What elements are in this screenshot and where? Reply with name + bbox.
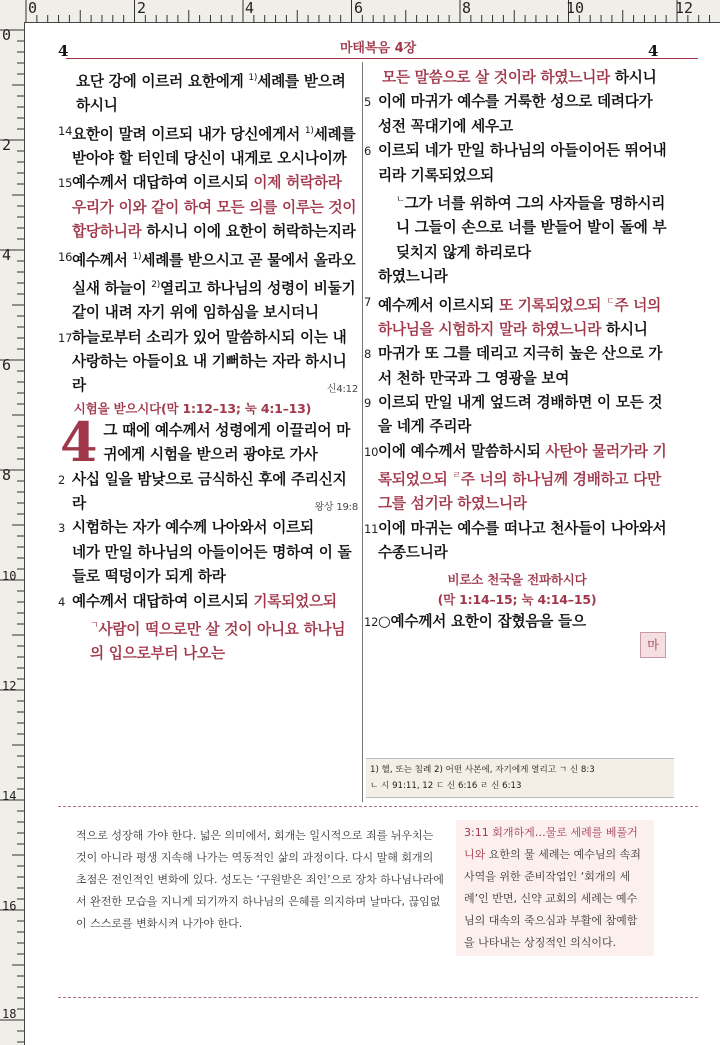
verse-text: 요한이 말려 이르되 내가 당신에게서	[72, 125, 305, 143]
study-note-heading: 3:11 회개하게…물로 세례를 베풀거니와	[464, 826, 638, 861]
verse-text: 하시니	[610, 69, 657, 86]
verse-number: 10	[364, 444, 379, 459]
verse-number: 6	[364, 144, 372, 159]
study-note-body: 요한의 물 세례는 예수님의 속죄 사역을 위한 준비작업인 ‘회개의 세례’인 반면, 신약 교회의 세례는 예수님의 대속의 죽으심과 부활에 참예함을 나타내는 상징적인 의식이다.	[464, 848, 641, 949]
verse-16	[58, 245, 358, 326]
verse-number: 4	[58, 594, 66, 609]
verse-6	[364, 139, 670, 289]
reference-marker[interactable]: ㄴ	[396, 195, 405, 206]
verse-text: 요단 강에 이르러 요한에게	[76, 72, 249, 90]
verse-9	[364, 391, 670, 440]
words-of-jesus: 기록되었으되	[253, 592, 337, 610]
ruler-number: 16	[2, 899, 17, 913]
ruler-number: 8	[462, 0, 472, 17]
commentary-text: 적으로 성장해 가야 한다. 넓은 의미에서, 회개는 일시적으로 죄를 뉘우치는 것이 아니라 평생 지속해 나가는 역동적인 삶의 과정이다. 다시 말해 회개의 초점은 전인적인 변화에 있다. 성도는 ‘구원받은 죄인’으로 장차 하나님나라에서 완전한 모습을 지니게 되기까지 하나님의 은혜를 의지하며 날마다, 끊임없이 스스로를 변화시켜 나가야 한다.	[76, 829, 444, 930]
ruler-number: 12	[675, 0, 694, 17]
ruler-number: 10	[566, 0, 585, 17]
verse-7	[364, 290, 670, 343]
verse-text: 그가 너를 위하여 그의 사자들을 명하시리니 그들이 손으로 너를 받들어 발이 돌에 부딪치지 않게 하리로다	[396, 194, 667, 261]
ruler-number: 18	[2, 1007, 17, 1021]
verse-text: 예수께서	[72, 251, 133, 269]
verse-10	[364, 440, 670, 517]
verse-text: 하시니 이에 요한이 허락하는지라	[141, 223, 356, 241]
ruler-number: 0	[28, 0, 38, 17]
divider	[58, 997, 698, 998]
chapter-number: 4	[60, 409, 98, 474]
verse-2	[58, 468, 358, 517]
verse-number: 2	[58, 472, 66, 487]
verse-text: ○예수께서 요한이 잡혔음을 들으	[378, 612, 586, 630]
ruler-number: 2	[137, 0, 147, 17]
bible-page	[36, 30, 720, 1045]
verse-text: 이에 예수께서 말씀하시되	[378, 442, 546, 460]
section-reference: (막 1:14–15; 눅 4:14–15)	[437, 591, 597, 607]
header-rule	[66, 58, 698, 59]
verse-text: 시험하는 자가 예수께 나아와서 이르되 네가 만일 하나님의 아들이어든 명하여 이 돌들로 떡덩이가 되게 하라	[72, 519, 352, 586]
page-number-left: 4	[58, 42, 69, 60]
verse-text: 마귀가 또 그를 데리고 지극히 높은 산으로 가서 천하 만국과 그 영광을 보여	[378, 345, 663, 387]
ruler-number: 0	[2, 26, 12, 44]
ruler-number: 4	[2, 246, 12, 264]
verse-number: 8	[364, 347, 372, 362]
ruler-left	[0, 22, 25, 1045]
section-heading: 비로소 천국을 전파하시다	[447, 571, 587, 587]
verse-text: 이르되 만일 내게 엎드려 경배하면 이 모든 것을 네게 주리라	[378, 394, 663, 436]
ruler-number: 2	[2, 136, 12, 154]
cross-reference[interactable]: 신4:12	[326, 384, 358, 396]
verse-number: 15	[58, 176, 73, 191]
verse-number: 5	[364, 95, 372, 110]
verse-text: 세례를 받으려 하시니	[76, 72, 346, 115]
words-of-jesus: 이제 허락하라 우리가 이와 같이 하여 모든 의를 이루는 것이 합당하니라	[72, 174, 357, 241]
verse-4-continued	[364, 66, 670, 90]
verse-1	[58, 409, 358, 474]
page-title: 마태복음 4장	[339, 41, 417, 56]
verse-text: 이르되 네가 만일 하나님의 아들이어든 뛰어내리라 기록되었으되	[378, 142, 667, 184]
words-of-jesus: 또 기록되었으되	[498, 296, 606, 314]
footnote-marker[interactable]: 2)	[151, 279, 161, 290]
footnote-line: ㄴ 시 91:11, 12 ㄷ 신 6:16 ㄹ 신 6:13	[370, 781, 522, 791]
footnotes	[366, 758, 674, 798]
verse-text: 예수께서 대답하여 이르시되	[72, 174, 254, 192]
verse-text: 이에 마귀는 예수를 떠나고 천사들이 나아와서 수종드니라	[378, 519, 667, 562]
verse-text: 그 때에 예수께서 성령에게 이끌리어 마귀에게 시험을 받으러 광야로 가사	[103, 421, 351, 464]
verse-number: 12	[364, 614, 379, 629]
verse-text: 사십 일을 밤낮으로 금식하신 후에 주리신지라	[72, 470, 347, 512]
verse-5	[364, 90, 670, 139]
divider	[58, 806, 698, 807]
verse-3	[58, 516, 358, 589]
verse-number: 16	[58, 249, 73, 264]
verse-text: 하늘로부터 소리가 있어 말씀하시되 이는 내 사랑하는 아들이요 내 기뻐하는 자라 하시니라	[72, 328, 347, 395]
ruler-number: 8	[2, 466, 12, 484]
verse-text: 하시니	[601, 320, 648, 338]
verse-number: 14	[58, 123, 73, 138]
verse-number: 3	[58, 521, 66, 536]
verse-text: 예수께서 대답하여 이르시되	[72, 592, 254, 610]
verse-4	[58, 590, 358, 667]
ruler-number: 6	[2, 356, 12, 374]
ruler-number: 4	[245, 0, 255, 17]
verse-12	[364, 610, 670, 634]
verse-number: 7	[364, 294, 372, 309]
verse-13-continued	[58, 66, 358, 119]
right-column	[364, 66, 670, 634]
verse-text: 세례를 받으시고 곧 물에서 올라오실새 하늘이	[72, 251, 356, 297]
words-of-jesus: 사람이 떡으로만 살 것이 아니요 하나님의 입으로부터 나오는	[90, 620, 346, 663]
book-index-tab[interactable]: 마	[640, 632, 666, 658]
section-heading: 시험을 받으시다(막 1:12–13; 눅 4:1–13)	[73, 400, 312, 416]
ruler-number: 10	[2, 569, 17, 583]
footnote-marker[interactable]: 1)	[132, 251, 142, 262]
ruler-number: 6	[354, 0, 364, 17]
verse-11	[364, 517, 670, 566]
reference-marker[interactable]: ㄱ	[90, 620, 99, 631]
reference-marker[interactable]: ㄷ	[606, 296, 615, 307]
footnote-line: 1) 헬, 또는 침례 2) 어떤 사본에, 자기에게 열리고 ㄱ 신 8:3	[370, 765, 595, 775]
verse-14	[58, 119, 358, 172]
verse-text: 예수께서 이르시되	[378, 296, 499, 314]
verse-17	[58, 326, 358, 399]
footnote-marker[interactable]: 1)	[304, 125, 314, 136]
verse-text: 열리고 하나님의 성령이 비둘기 같이 내려 자기 위에 임하심을 보시더니	[72, 279, 356, 322]
verse-text: 세례를 받아야 할 터인데 당신이 내게로 오시나이까	[72, 125, 356, 167]
verse-number: 9	[364, 396, 372, 410]
quotation	[72, 614, 358, 667]
words-of-jesus: 사탄아 물러가라 기록되었으되	[378, 442, 667, 489]
ruler-left-ticks	[0, 22, 24, 1045]
verse-text: 이에 마귀가 예수를 거룩한 성으로 데려다가 성전 꼭대기에 세우고	[378, 93, 653, 135]
words-of-jesus: 모든 말씀으로 살 것이라 하였느니라	[382, 69, 610, 86]
ruler-top	[0, 0, 720, 23]
left-column	[58, 66, 358, 667]
verse-8	[364, 342, 670, 391]
column-separator	[362, 62, 363, 802]
page-number-right: 4	[648, 42, 659, 60]
study-note	[456, 820, 654, 956]
footnote-marker[interactable]: 1)	[248, 73, 258, 83]
words-of-jesus: 주 너의 하나님께 경배하고 다만 그를 섬기라 하였느니라	[378, 471, 662, 513]
verse-number: 17	[58, 330, 73, 345]
words-of-jesus: 주 너의 하나님을 시험하지 말라 하였느니라	[378, 296, 662, 338]
ruler-number: 12	[2, 679, 17, 693]
quotation	[378, 188, 670, 265]
verse-15	[58, 171, 358, 244]
reference-marker[interactable]: ㄹ	[452, 471, 461, 482]
cross-reference[interactable]: 왕상 19:8	[314, 501, 358, 513]
verse-number: 11	[364, 521, 379, 536]
verse-text: 하였느니라	[378, 268, 448, 286]
ruler-number: 14	[2, 789, 17, 803]
